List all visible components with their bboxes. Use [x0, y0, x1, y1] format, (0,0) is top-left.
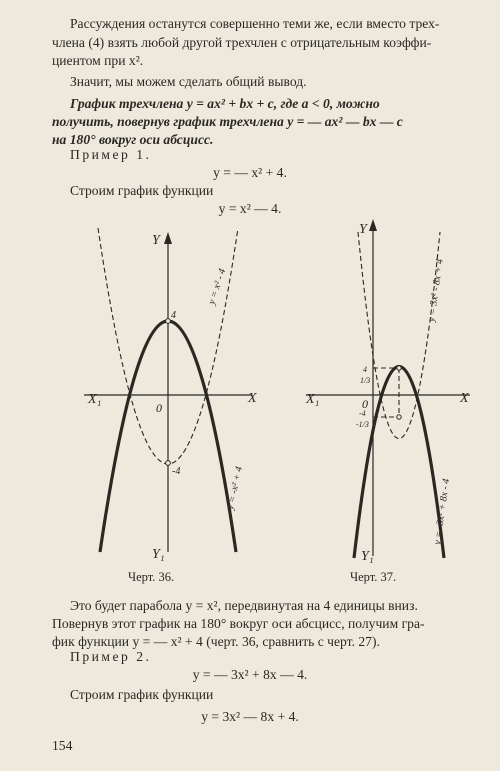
figure-37-caption: Черт. 37.	[350, 570, 397, 584]
conclusion-line-3: на 180° вокруг оси абсцисс.	[52, 132, 214, 147]
example-1-formula: y = — x² + 4.	[213, 165, 287, 180]
example-2-build-text: Строим график функции	[70, 687, 214, 702]
fig36-axis-y-bottom: Y₁	[152, 547, 165, 562]
fig37-label-solid: y = -3x² + 8x - 4	[432, 478, 453, 546]
fig37-axis-y-bottom: Y₁	[361, 549, 374, 564]
figure-36-caption: Черт. 36.	[128, 570, 175, 584]
figure-37	[305, 219, 470, 564]
fig36-label-solid: y = -x² + 4	[225, 465, 246, 511]
fig37-tick-neg-1-3: -1/3	[356, 420, 369, 429]
fig36-point-top	[166, 319, 171, 324]
paragraph-3-line-1: Это будет парабола y = x², передвинутая на 4 единицы вниз.	[70, 598, 418, 613]
fig37-axis-y-top: Y	[359, 222, 367, 237]
fig36-axis-x-left: X₁	[88, 392, 102, 407]
fig37-vertex-bottom	[397, 415, 401, 419]
paragraph-3-line-2: Повернув этот график на 180° вокруг оси абсцисс, получим гра-	[52, 616, 425, 631]
paragraph-1-line-3: циентом при x².	[52, 53, 144, 68]
fig36-origin: 0	[156, 401, 162, 415]
fig36-axis-y-top: Y	[152, 233, 160, 248]
fig36-label-dashed: y = x² - 4	[206, 267, 229, 306]
fig37-axis-x-left: X₁	[306, 392, 320, 407]
example-1-build-text: Строим график функции	[70, 183, 214, 198]
figure-36	[84, 228, 257, 562]
fig36-tick-top: 4	[171, 310, 176, 321]
fig37-dashed-parabola	[358, 232, 440, 439]
fig37-axis-x-right: X	[460, 391, 469, 406]
example-1-heading: Пример 1.	[70, 147, 152, 162]
paragraph-1-line-1: Рассуждения останутся совершенно теми же, если вместо трех-	[70, 16, 440, 31]
fig37-y-arrow	[369, 219, 377, 231]
fig36-tick-bottom: -4	[172, 466, 181, 477]
paragraph-3-line-3: фик функции y = — x² + 4 (черт. 36, сравнить с черт. 27).	[52, 634, 380, 649]
conclusion-line-1: График трехчлена y = ax² + bx + c, где a < 0, можно	[70, 96, 380, 111]
fig37-tick-4: 4	[363, 365, 367, 374]
fig37-origin: 0	[362, 397, 368, 411]
fig36-y-arrow	[164, 232, 172, 244]
fig36-point-bottom	[166, 461, 171, 466]
example-2-build-formula: y = 3x² — 8x + 4.	[201, 709, 299, 724]
page-number: 154	[52, 738, 73, 753]
example-1-build-formula: y = x² — 4.	[218, 201, 282, 216]
fig37-tick-1-3: 1/3	[360, 376, 371, 385]
example-2-heading: Пример 2.	[70, 649, 152, 664]
conclusion-line-2: получить, повернув график трехчлена y = — ax² — bx — c	[52, 114, 403, 129]
example-2-formula: y = — 3x² + 8x — 4.	[192, 667, 308, 682]
fig36-axis-x-right: X	[248, 391, 257, 406]
fig37-tick-neg-4: -4	[359, 409, 366, 418]
fig37-label-dashed: y = 3x² - 8x + 4	[426, 258, 446, 323]
paragraph-1-line-2: члена (4) взять любой другой трехчлен с отрицательным коэффи-	[52, 35, 432, 50]
fig37-vertex-top	[397, 366, 401, 370]
paragraph-2: Значит, мы можем сделать общий вывод.	[70, 74, 307, 89]
